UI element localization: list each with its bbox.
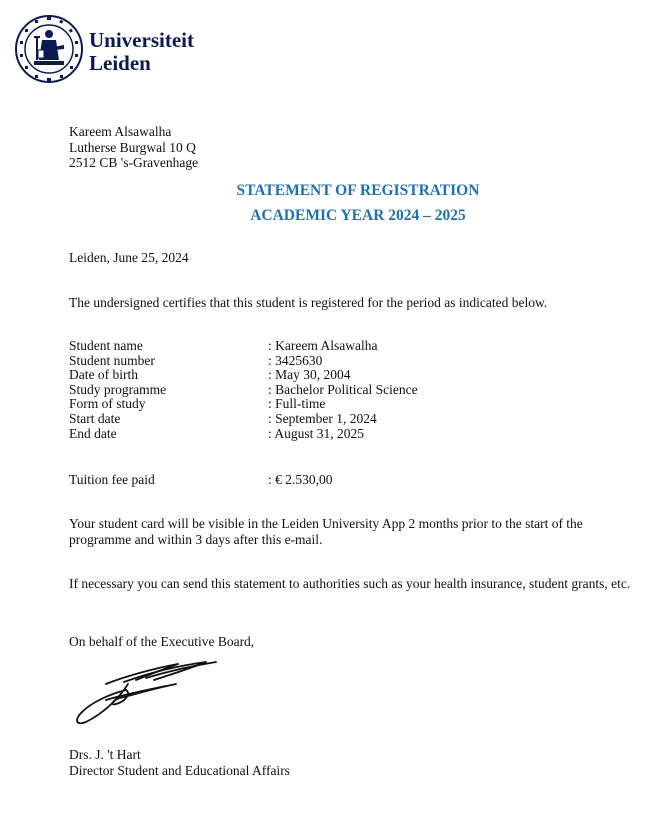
- academic-year-title: ACADEMIC YEAR 2024 – 2025: [250, 207, 466, 224]
- tuition-fee-label: Tuition fee paid: [69, 472, 155, 487]
- authorities-paragraph: If necessary you can send this statement to authorities such as your health insurance, student grants, etc.: [69, 576, 631, 591]
- detail-row: [69, 397, 418, 412]
- recipient-address: [69, 124, 198, 171]
- detail-row: [69, 368, 418, 383]
- recipient-street: Lutherse Burgwal 10 Q: [69, 139, 196, 155]
- university-seal-logo: [14, 14, 84, 84]
- detail-value: : May 30, 2004: [268, 367, 351, 383]
- detail-value: : Kareem Alsawalha: [268, 338, 378, 353]
- handwritten-signature: [66, 654, 226, 732]
- detail-label: Form of study: [69, 396, 146, 412]
- university-name: [89, 29, 194, 75]
- detail-value: : September 1, 2024: [268, 410, 377, 426]
- registration-details: [69, 339, 418, 441]
- university-name-line1: Universiteit: [89, 28, 194, 52]
- university-name-line2: Leiden: [89, 51, 151, 75]
- detail-row: [69, 383, 418, 398]
- detail-value: : 3425630: [268, 352, 323, 368]
- recipient-city: 2512 CB 's-Gravenhage: [69, 155, 199, 170]
- detail-label: Study programme: [69, 381, 167, 397]
- document-title: STATEMENT OF REGISTRATION: [236, 182, 480, 199]
- certification-statement: The undersigned certifies that this student is registered for the period as indicated below.: [69, 295, 548, 310]
- tuition-fee-value: : € 2.530,00: [268, 472, 333, 487]
- detail-label: End date: [69, 425, 117, 441]
- recipient-name: Kareem Alsawalha: [69, 124, 172, 139]
- place-date: Leiden, June 25, 2024: [69, 250, 189, 265]
- tuition-fee-row: [69, 472, 333, 488]
- detail-row: [69, 412, 418, 427]
- signatory-name: Drs. J. 't Hart: [69, 747, 141, 762]
- signatory-role: Director Student and Educational Affairs: [69, 762, 290, 778]
- student-card-paragraph: Your student card will be visible in the Leiden University App 2 months prior to the start of the programme and within 3 days after this e-mail.: [69, 516, 583, 547]
- signatory-block: [69, 747, 290, 778]
- detail-value: : August 31, 2025: [268, 425, 365, 441]
- detail-label: Start date: [69, 410, 121, 426]
- behalf-line: On behalf of the Executive Board,: [69, 634, 255, 649]
- detail-label: Student number: [69, 352, 155, 368]
- detail-row: [69, 427, 418, 442]
- detail-row: [69, 339, 418, 354]
- detail-label: Student name: [69, 338, 143, 353]
- detail-value: : Bachelor Political Science: [268, 381, 418, 397]
- detail-row: [69, 354, 418, 369]
- detail-label: Date of birth: [69, 367, 138, 383]
- detail-value: : Full-time: [268, 396, 326, 412]
